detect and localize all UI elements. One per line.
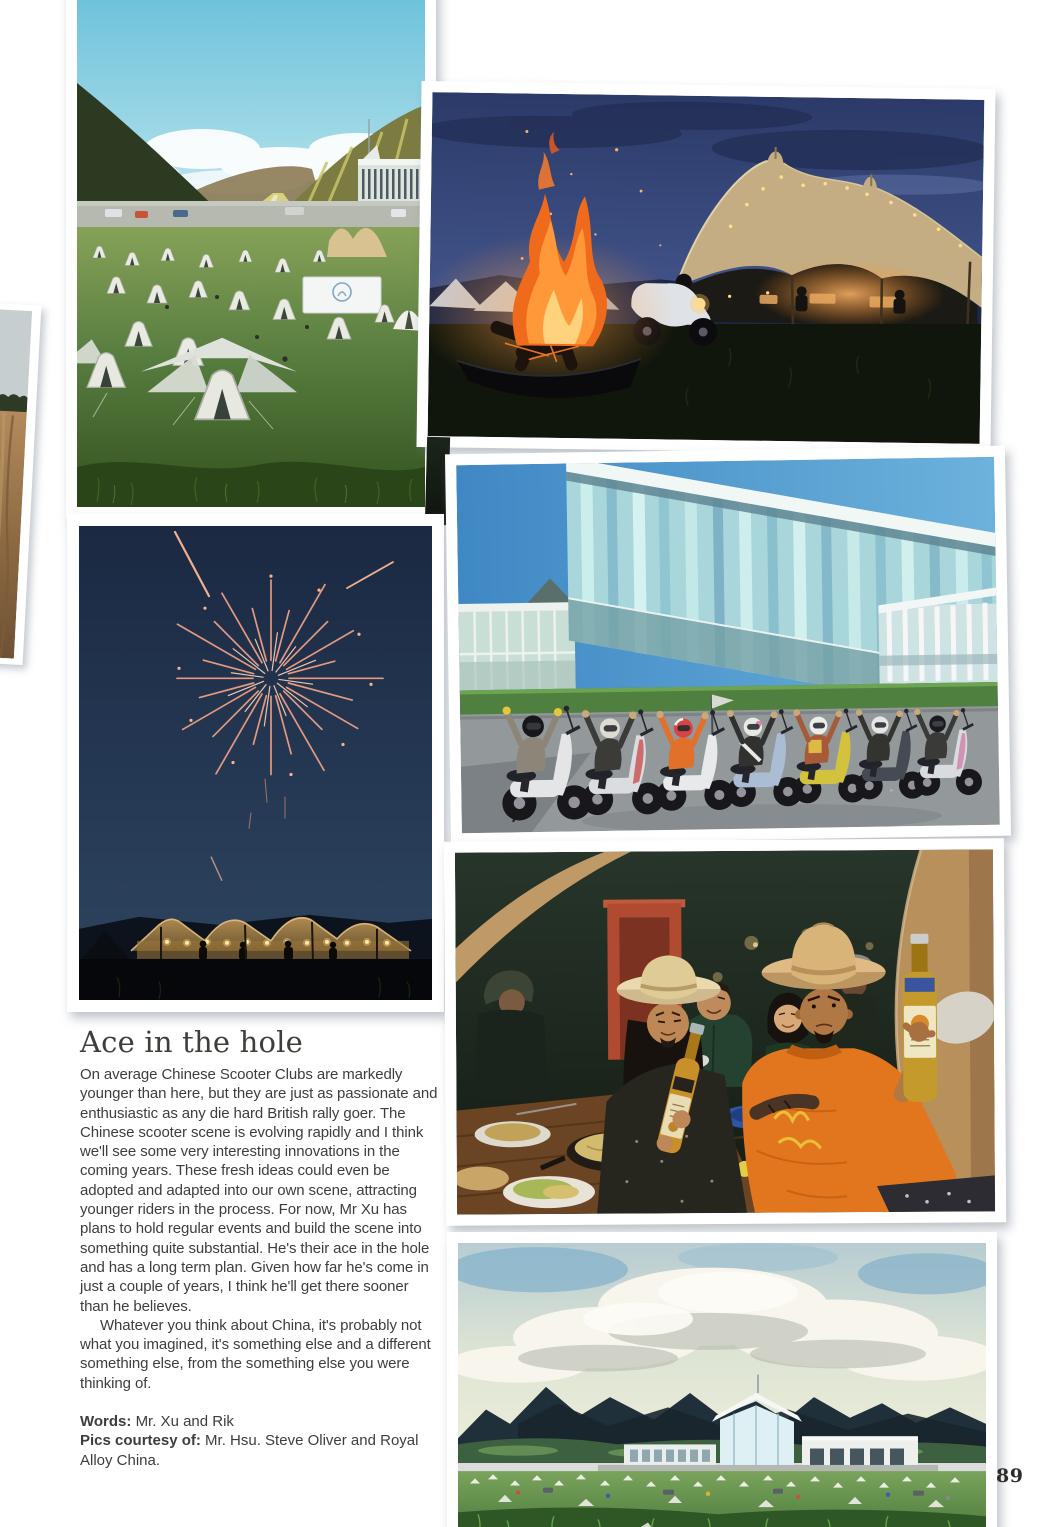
credits-block (80, 1412, 440, 1470)
article-heading: Ace in the hole (80, 1025, 304, 1059)
credit-words: Words: Mr. Xu and Rik (80, 1413, 234, 1431)
article-paragraph: Whatever you think about China, it's probably not what you imagined, it's something else and a different something else, from the something else you were thinking of. (80, 1316, 431, 1392)
article-column (80, 1026, 440, 1470)
photo-cheers-bottles (444, 838, 1006, 1225)
page-number: 89 (996, 1465, 1024, 1487)
photo-scooter-lineup (445, 446, 1011, 845)
photo-campfire-dusk (416, 81, 995, 455)
scooter-lineup-illustration (456, 457, 1000, 833)
photo-campsite-panorama (447, 1232, 997, 1527)
field-sliver-illustration (0, 309, 32, 659)
campsite-valley-illustration (77, 0, 425, 507)
cheers-illustration (455, 849, 995, 1214)
photo-fireworks-night (67, 514, 444, 1012)
fireworks-illustration (79, 526, 432, 1000)
article-paragraph: On average Chinese Scooter Clubs are markedly younger than here, but they are just as passionate and enthusiastic as any die hard British rally goer. The Chinese scooter scene is evolving rapidly and I think we'll see some very interesting innovations in the coming years. These fresh ideas could even be adopted and adapted into our own scene, attracting younger riders in the process. For now, Mr Xu has plans to hold regular events and build the scene into something quite substantial. He's their ace in the hole and has a long term plan. Given how far he's come in just a couple of years, I think he'll get there sooner than he believes. (80, 1066, 438, 1315)
photo-field-sliver (0, 303, 41, 665)
campfire-illustration (428, 92, 985, 444)
panorama-illustration (458, 1243, 986, 1527)
photo-campsite-valley (66, 0, 436, 518)
credit-pics: Pics courtesy of: Mr. Hsu. Steve Oliver and Royal Alloy China. (80, 1432, 419, 1469)
